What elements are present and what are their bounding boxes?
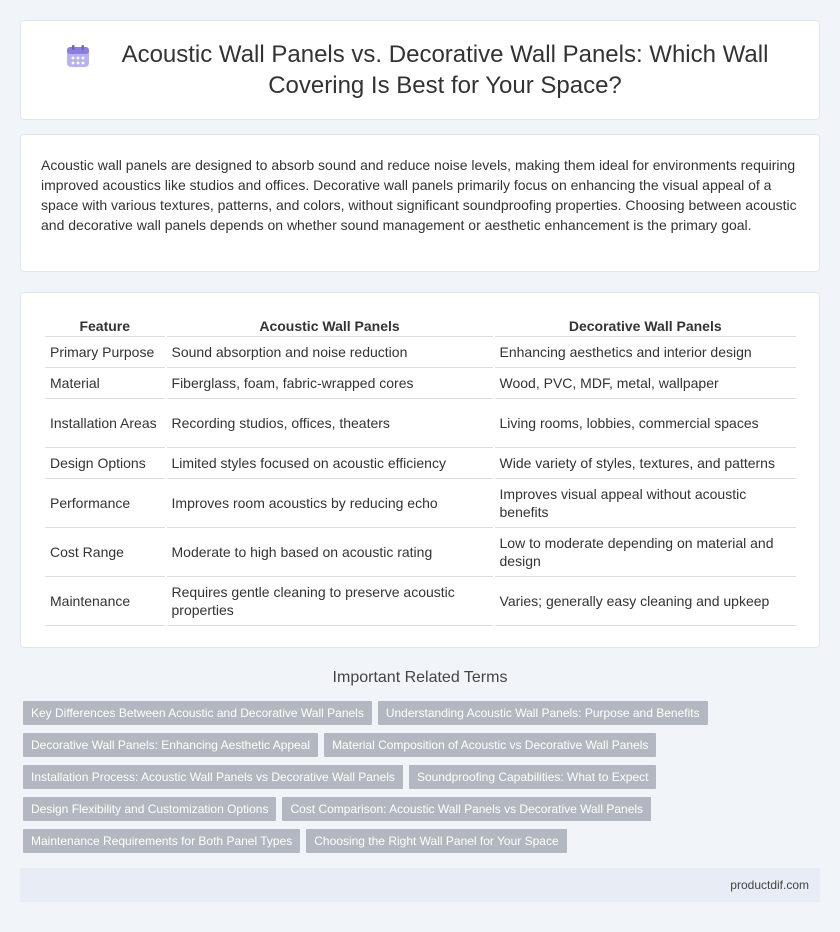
feature-cell: Design Options (45, 448, 165, 479)
footer-site-name: productdif.com (730, 878, 809, 892)
feature-cell: Material (45, 368, 165, 399)
related-term-link[interactable]: Installation Process: Acoustic Wall Panels vs Decorative Wall Panels (23, 765, 403, 789)
acoustic-cell: Fiberglass, foam, fabric-wrapped cores (167, 368, 493, 399)
intro-card (20, 134, 820, 272)
table-row (45, 577, 796, 626)
page-title: Acoustic Wall Panels vs. Decorative Wall Panels: Which Wall Covering Is Best for Your Space? (121, 41, 769, 99)
acoustic-cell: Recording studios, offices, theaters (167, 399, 493, 448)
footer (20, 868, 820, 902)
feature-cell: Maintenance (45, 577, 165, 626)
title-card (20, 20, 820, 120)
decorative-cell: Wide variety of styles, textures, and patterns (495, 448, 796, 479)
header-acoustic: Acoustic Wall Panels (167, 315, 493, 337)
related-term-link[interactable]: Soundproofing Capabilities: What to Expect (409, 765, 656, 789)
acoustic-cell: Improves room acoustics by reducing echo (167, 479, 493, 528)
acoustic-cell: Limited styles focused on acoustic efficiency (167, 448, 493, 479)
feature-cell: Cost Range (45, 528, 165, 577)
acoustic-cell: Moderate to high based on acoustic rating (167, 528, 493, 577)
related-terms-title: Important Related Terms (332, 669, 508, 686)
header-decorative: Decorative Wall Panels (495, 315, 796, 337)
calendar-icon (65, 43, 91, 69)
decorative-cell: Living rooms, lobbies, commercial spaces (495, 399, 796, 448)
comparison-table (43, 315, 798, 626)
related-term-link[interactable]: Cost Comparison: Acoustic Wall Panels vs Decorative Wall Panels (282, 797, 651, 821)
intro-paragraph: Acoustic wall panels are designed to absorb sound and reduce noise levels, making them ideal for environments requiring improved acoustics like studios and offices. Decorative wall panels primarily focus on enhancing the visual appeal of a space with various textures, patterns, and colors, without significant soundproofing properties. Choosing between acoustic and decorative wall panels depends on whether sound management or aesthetic enhancement is the primary goal. (41, 157, 797, 233)
comparison-table-card (20, 292, 820, 648)
related-term-link[interactable]: Material Composition of Acoustic vs Decorative Wall Panels (324, 733, 656, 757)
acoustic-cell: Requires gentle cleaning to preserve acoustic properties (167, 577, 493, 626)
header-feature: Feature (45, 315, 165, 337)
table-row (45, 479, 796, 528)
related-term-link[interactable]: Design Flexibility and Customization Options (23, 797, 276, 821)
acoustic-cell: Sound absorption and noise reduction (167, 337, 493, 368)
table-header-row (45, 315, 796, 337)
table-row (45, 528, 796, 577)
related-term-link[interactable]: Key Differences Between Acoustic and Decorative Wall Panels (23, 701, 372, 725)
related-term-link[interactable]: Maintenance Requirements for Both Panel Types (23, 829, 300, 853)
feature-cell: Primary Purpose (45, 337, 165, 368)
decorative-cell: Enhancing aesthetics and interior design (495, 337, 796, 368)
decorative-cell: Improves visual appeal without acoustic benefits (495, 479, 796, 528)
related-terms-list (23, 701, 823, 861)
feature-cell: Performance (45, 479, 165, 528)
table-row (45, 399, 796, 448)
related-term-link[interactable]: Choosing the Right Wall Panel for Your Space (306, 829, 566, 853)
decorative-cell: Wood, PVC, MDF, metal, wallpaper (495, 368, 796, 399)
table-row (45, 368, 796, 399)
title-wrap (21, 21, 819, 119)
feature-cell: Installation Areas (45, 399, 165, 448)
decorative-cell: Low to moderate depending on material and design (495, 528, 796, 577)
related-term-link[interactable]: Decorative Wall Panels: Enhancing Aesthetic Appeal (23, 733, 318, 757)
table-row (45, 448, 796, 479)
related-term-link[interactable]: Understanding Acoustic Wall Panels: Purpose and Benefits (378, 701, 708, 725)
decorative-cell: Varies; generally easy cleaning and upkeep (495, 577, 796, 626)
table-row (45, 337, 796, 368)
